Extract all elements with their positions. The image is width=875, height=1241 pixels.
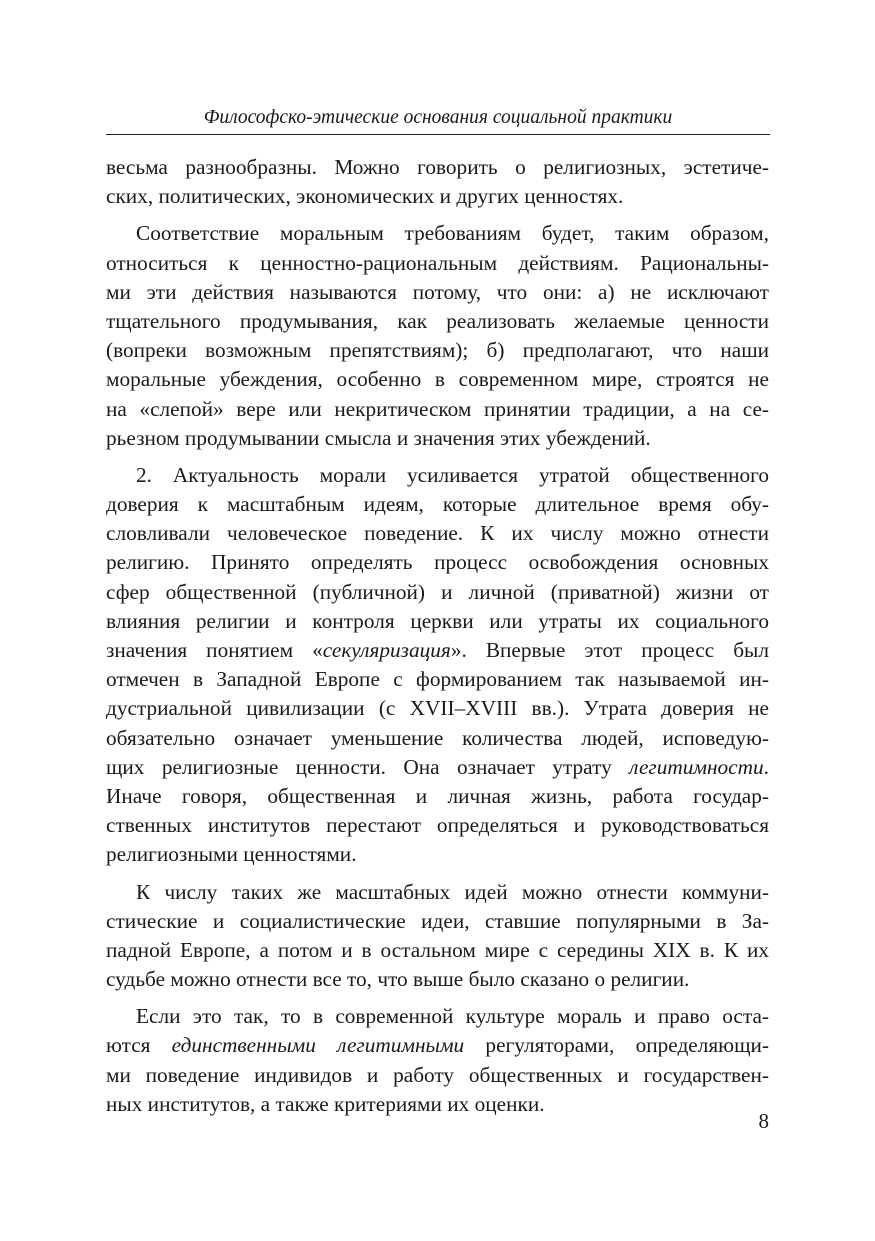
- paragraph: [106, 878, 769, 995]
- italic-term: легитимности: [629, 754, 764, 779]
- running-header: [106, 104, 770, 135]
- text-line: 2. Актуальность морали усиливается утратой общественного: [136, 462, 769, 487]
- text-line: значения понятием «секуляризация». Впервые этот процесс был: [106, 638, 769, 662]
- text-line: влияния религии и контроля церкви или утраты их социального: [106, 608, 769, 633]
- text-line: религиозными ценностями.: [106, 842, 357, 867]
- text-line: (вопреки возможным препятствиям); б) предполагают, что наши: [106, 338, 769, 363]
- paragraph: [106, 153, 769, 211]
- text-line: Если это так, то в современной культуре мораль и право оста-: [136, 1004, 769, 1029]
- italic-term: единственными легитимными: [171, 1033, 465, 1058]
- text-line: ми эти действия называются потому, что они: а) не исключают: [106, 279, 769, 304]
- text-line: щих религиозные ценности. Она означает утрату легитимности.: [106, 754, 769, 779]
- text-line: судьбе можно отнести все то, что выше было сказано о религии.: [106, 967, 690, 992]
- text-line: Соответствие моральным требованиям будет, таким образом,: [136, 221, 769, 246]
- text-line: обязательно означает уменьшение количества людей, исповедую-: [106, 725, 769, 750]
- text-line: весьма разнообразны. Можно говорить о религиозных, эстетиче-: [106, 155, 769, 179]
- text-line: дустриальной цивилизации (с XVII–XVIII вв.). Утрата доверия не: [106, 696, 769, 721]
- text-line: ются единственными легитимными регуляторами, определяющи-: [106, 1033, 769, 1058]
- text-line: Иначе говоря, общественная и личная жизнь, работа государ-: [106, 783, 769, 808]
- paragraph: [106, 219, 769, 453]
- text-line: моральные убеждения, особенно в современном мире, строятся не: [106, 367, 769, 392]
- text-line: ных институтов, а также критериями их оценки.: [106, 1091, 545, 1116]
- text-line: ственных институтов перестают определяться и руководствоваться: [106, 813, 769, 838]
- text-line: относиться к ценностно-рациональным действиям. Рациональны-: [106, 250, 769, 275]
- text-line: стические и социалистические идеи, ставшие популярными в За-: [106, 908, 769, 933]
- text-line: рьезном продумывании смысла и значения этих убеждений.: [106, 425, 651, 450]
- text-line: словливали человеческое поведение. К их числу можно отнести: [106, 521, 769, 546]
- body-text: [106, 153, 769, 1127]
- text-line: доверия к масштабным идеям, которые длительное время обу-: [106, 492, 769, 517]
- text-line: тщательного продумывания, как реализовать желаемые ценности: [106, 308, 769, 333]
- text-line: отмечен в Западной Европе с формированием так называемой ин-: [106, 667, 769, 692]
- text-line: К числу таких же масштабных идей можно отнести коммуни-: [136, 879, 769, 904]
- text-line: сфер общественной (публичной) и личной (приватной) жизни от: [106, 579, 769, 604]
- running-header-title: Философско-этические основания социальной практики: [203, 107, 673, 128]
- text-line: ми поведение индивидов и работу общественных и государствен-: [106, 1062, 769, 1087]
- text-line: падной Европе, а потом и в остальном мире с середины XIX в. К их: [106, 937, 769, 962]
- text-line: на «слепой» вере или некритическом принятии традиции, а на се-: [106, 396, 769, 421]
- text-line: ских, политических, экономических и других ценностях.: [106, 184, 624, 209]
- paragraph: [106, 1002, 769, 1119]
- italic-term: секуляризация: [322, 638, 451, 662]
- text-line: религию. Принято определять процесс освобождения основных: [106, 550, 769, 575]
- page-number: 8: [758, 1109, 769, 1133]
- paragraph: [106, 461, 769, 870]
